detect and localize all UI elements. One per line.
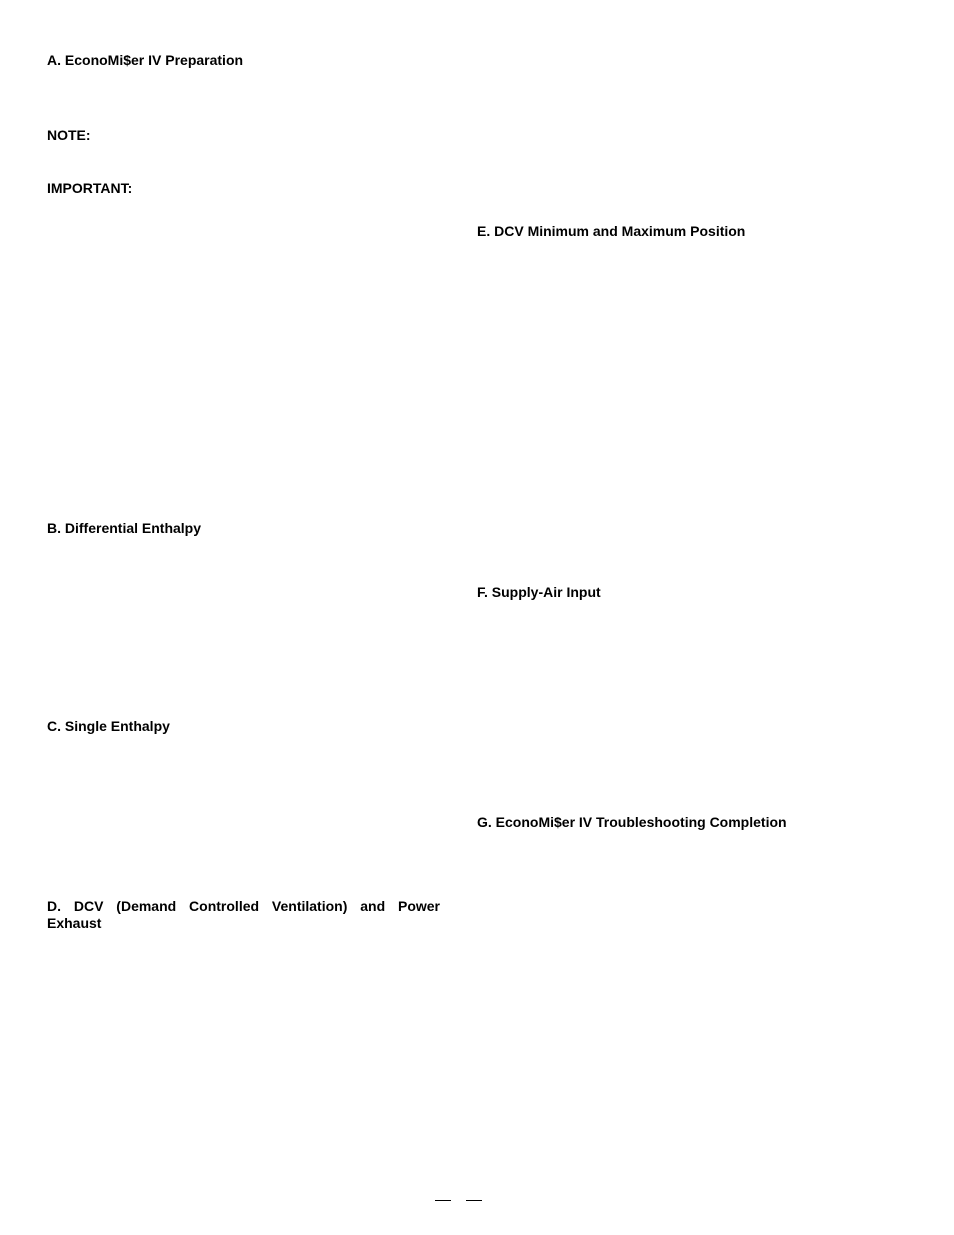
section-c-heading: C. Single Enthalpy: [47, 718, 170, 734]
section-a-heading: A. EconoMi$er IV Preparation: [47, 52, 244, 68]
important-label: IMPORTANT:: [47, 180, 133, 196]
section-d-heading: D. DCV (Demand Controlled Ventilation) and Power Exhaust: [47, 898, 440, 931]
footer-dash-right: [466, 1200, 482, 1201]
note-label: NOTE:: [47, 127, 91, 143]
section-g-heading: G. EconoMi$er IV Troubleshooting Completion: [477, 814, 787, 830]
section-f-heading: F. Supply-Air Input: [477, 584, 601, 600]
footer-dash-left: [435, 1200, 451, 1201]
section-b-heading: B. Differential Enthalpy: [47, 520, 202, 536]
section-e-heading: E. DCV Minimum and Maximum Position: [477, 223, 746, 239]
